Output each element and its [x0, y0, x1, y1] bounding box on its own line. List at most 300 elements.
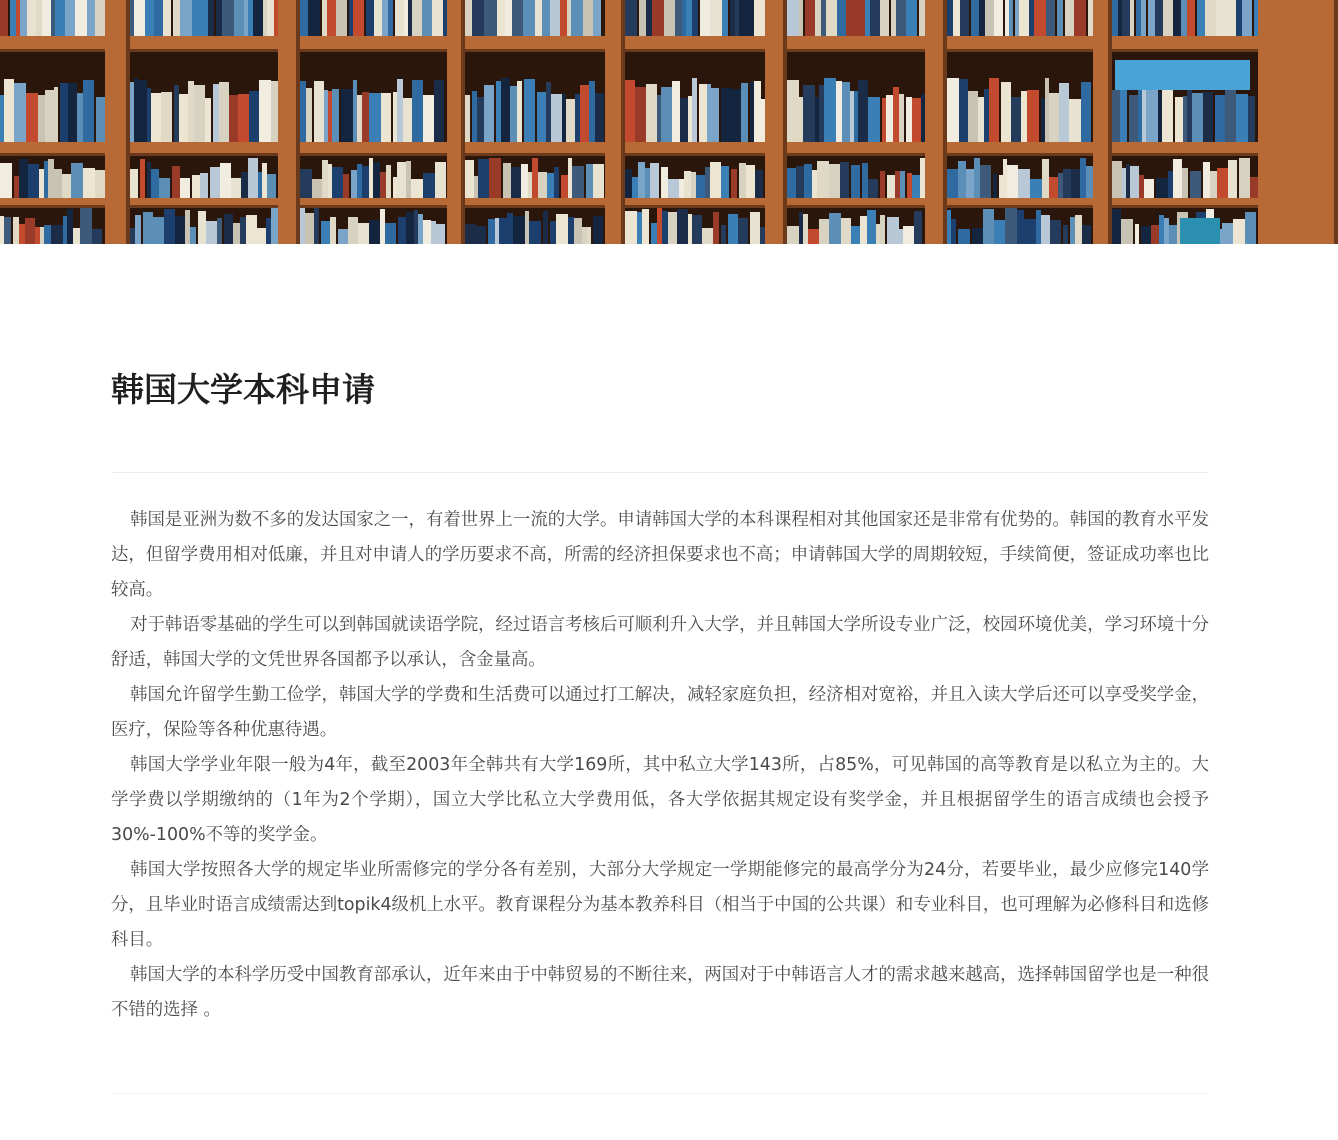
book-spine: [1222, 223, 1233, 244]
book-spine: [0, 163, 12, 198]
book-spine: [330, 217, 336, 244]
book-spine: [1011, 97, 1021, 142]
book-spine: [568, 158, 572, 198]
book-spine: [219, 82, 229, 142]
book-spine: [589, 81, 595, 142]
book-spine: [4, 79, 14, 142]
book-spine: [374, 0, 382, 36]
book-spine: [692, 78, 697, 142]
book-spine: [870, 0, 880, 36]
book-spine: [161, 92, 172, 142]
book-spine: [489, 158, 501, 198]
book-spine: [200, 0, 208, 36]
book-spine: [625, 169, 632, 198]
book-spine: [886, 95, 893, 142]
book-spine: [868, 97, 880, 142]
shelf-post-shadow: [943, 0, 947, 244]
book-spine: [96, 97, 105, 142]
book-spine: [465, 224, 476, 244]
book-spine: [971, 0, 979, 36]
book-spine: [44, 161, 48, 198]
book-spine: [322, 160, 328, 198]
book-spine: [434, 80, 444, 142]
book-spine: [880, 0, 889, 36]
book-spine: [575, 94, 580, 142]
article-body: [111, 473, 1209, 1028]
book-spine: [512, 0, 523, 36]
book-spine: [216, 0, 222, 36]
book-spine: [1216, 0, 1226, 36]
book-spine: [994, 220, 1005, 244]
book-spine: [1136, 0, 1141, 36]
book-spine: [903, 226, 914, 244]
book-spine: [1063, 225, 1068, 244]
shelf-board-edge: [0, 153, 1338, 156]
book-spine: [248, 0, 253, 36]
book-spine: [750, 82, 754, 142]
book-spine: [154, 0, 163, 36]
book-spine: [513, 216, 525, 244]
book-spine: [83, 80, 94, 142]
book-spine: [436, 224, 445, 244]
book-spine: [1036, 210, 1041, 244]
article-paragraph: 对于韩语零基础的学生可以到韩国就读语学院，经过语言考核后可顺利升入大学，并且韩国大学所设专业广泛，校园环境优美，学习环境十分舒适，韩国大学的文凭世界各国都予以承认，含金量高。: [111, 615, 1209, 670]
book-spine: [868, 179, 878, 198]
book-spine: [625, 0, 637, 36]
book-spine: [688, 96, 692, 142]
book-spine: [1187, 83, 1192, 142]
book-spine: [1141, 226, 1151, 244]
book-spine: [314, 81, 324, 142]
book-spine: [1082, 225, 1091, 244]
book-spine: [501, 78, 510, 142]
book-spine: [538, 172, 547, 198]
book-spine: [1041, 215, 1050, 244]
book-spine: [1181, 0, 1187, 36]
book-spine: [562, 94, 566, 142]
book-spine: [484, 85, 494, 142]
book-spine: [14, 83, 26, 142]
book-spine: [804, 164, 812, 198]
book-spine: [529, 221, 541, 244]
book-spine: [180, 0, 192, 36]
book-spine: [741, 83, 748, 142]
book-spine: [164, 209, 175, 244]
book-spine: [1118, 0, 1122, 36]
book-spine: [953, 0, 960, 36]
book-spine: [208, 0, 214, 36]
book-spine: [750, 212, 760, 244]
book-spine: [906, 97, 912, 142]
book-spine: [406, 212, 414, 244]
book-spine: [696, 175, 705, 198]
book-spine: [860, 216, 867, 244]
book-spine: [760, 227, 765, 244]
book-spine: [1138, 88, 1142, 142]
book-spine: [746, 165, 755, 198]
book-spine: [259, 80, 271, 142]
book-spine: [0, 0, 8, 36]
book-spine: [661, 87, 672, 142]
book-spine: [362, 92, 369, 142]
book-spine: [322, 0, 327, 36]
book-spine: [556, 214, 568, 244]
book-spine: [841, 218, 851, 244]
book-spine: [672, 81, 680, 142]
book-spine: [525, 211, 529, 244]
book-spine: [787, 168, 796, 198]
book-spine: [388, 0, 393, 36]
book-spine: [163, 0, 171, 36]
book-spine: [840, 162, 849, 198]
book-spine: [54, 169, 62, 198]
book-spine: [1024, 219, 1036, 244]
book-spine: [404, 0, 408, 36]
book-spine: [1057, 0, 1063, 36]
book-spine: [808, 229, 819, 244]
book-spine: [10, 0, 16, 36]
book-spine: [465, 0, 472, 36]
book-spine: [403, 98, 412, 142]
book-spine: [1242, 0, 1252, 36]
book-spine: [321, 221, 330, 244]
book-spine: [71, 163, 83, 198]
book-spine: [1050, 220, 1061, 244]
book-spine: [728, 214, 738, 244]
book-spine: [707, 84, 711, 142]
book-spine: [159, 178, 170, 198]
book-spine: [1156, 178, 1168, 198]
book-spine: [984, 89, 989, 142]
book-spine: [505, 0, 512, 36]
book-spine: [206, 221, 217, 244]
book-spine: [1163, 0, 1173, 36]
book-spine: [353, 0, 364, 36]
book-spine: [369, 93, 381, 142]
book-spine: [1130, 166, 1139, 198]
book-spine: [989, 78, 999, 142]
book-spine: [912, 98, 921, 142]
book-spine: [174, 85, 179, 142]
book-spine: [1175, 97, 1183, 142]
book-spine: [180, 178, 190, 198]
book-spine: [224, 214, 233, 244]
book-spine: [919, 0, 925, 36]
book-spine: [87, 0, 95, 36]
book-spine: [1126, 164, 1130, 198]
book-spine: [829, 164, 840, 198]
book-spine: [1158, 92, 1162, 142]
book-spine: [194, 85, 205, 142]
book-spine: [1042, 159, 1049, 198]
book-spine: [713, 212, 719, 244]
book-spine: [489, 0, 497, 36]
book-spine: [443, 0, 447, 36]
book-spine: [1058, 173, 1063, 198]
book-spine: [1254, 0, 1258, 36]
book-spine: [974, 158, 980, 198]
book-spine: [837, 0, 846, 36]
book-spine: [262, 163, 267, 198]
book-spine: [721, 88, 731, 142]
book-spine: [19, 224, 25, 244]
book-spine: [1009, 0, 1013, 36]
book-spine: [899, 229, 903, 244]
book-spine: [495, 218, 499, 244]
book-spine: [668, 212, 677, 244]
book-spine: [241, 172, 248, 198]
book-spine: [642, 209, 649, 244]
book-spine: [175, 216, 185, 244]
book-spine: [48, 159, 54, 198]
book-spine: [327, 0, 336, 36]
book-spine: [1080, 158, 1086, 198]
book-spine: [819, 85, 824, 142]
book-spine: [77, 93, 83, 142]
book-spine: [1122, 168, 1126, 198]
book-spine: [192, 175, 200, 198]
book-spine: [521, 164, 528, 198]
page-title: 韩国大学本科申请: [111, 370, 375, 409]
book-spine: [412, 0, 422, 36]
book-spine: [271, 208, 278, 244]
book-spine: [692, 0, 698, 36]
book-spine: [851, 226, 860, 244]
book-spine: [1245, 212, 1256, 244]
book-spine: [134, 78, 138, 142]
book-spine: [362, 166, 369, 198]
book-spine: [497, 0, 505, 36]
book-spine: [1018, 169, 1030, 198]
book-spine: [42, 0, 51, 36]
book-spine: [80, 208, 92, 244]
book-spine: [580, 85, 589, 142]
book-spine: [44, 225, 51, 244]
book-spine: [343, 174, 349, 198]
book-spine: [947, 78, 959, 142]
book-spine: [14, 176, 19, 198]
book-spine: [1168, 171, 1173, 198]
book-spine: [574, 218, 582, 244]
book-spine: [1187, 0, 1195, 36]
article-paragraph: 韩国大学按照各大学的规定毕业所需修完的学分各有差别，大部分大学规定一学期能修完的最高学分为24分，若要毕业，最少应修完140学分，且毕业时语言成绩需达到topik4级机上水平。教育课程分为基本教养科目（相当于中国的公共课）和专业科目，也可理解为必修科目和选修科目。: [111, 860, 1209, 950]
book-spine: [1075, 215, 1082, 244]
book-spine: [222, 0, 234, 36]
book-spine: [824, 78, 836, 142]
book-spine: [754, 81, 761, 142]
book-spine: [332, 89, 339, 142]
book-spine: [382, 0, 388, 36]
book-spine: [73, 228, 80, 244]
book-spine: [836, 81, 842, 142]
book-spine: [999, 175, 1003, 198]
book-spine: [1059, 83, 1069, 142]
book-spine: [1129, 95, 1138, 142]
book-spine: [812, 170, 817, 198]
book-spine: [688, 214, 692, 244]
book-spine: [25, 218, 35, 244]
book-spine: [253, 0, 263, 36]
book-spine: [246, 215, 257, 244]
book-spine: [217, 218, 222, 244]
book-spine: [657, 208, 662, 244]
shelf-board-edge: [0, 205, 1338, 208]
book-spine: [188, 81, 194, 142]
shelf-post-shadow: [1334, 0, 1338, 244]
book-spine: [1005, 0, 1009, 36]
book-spine: [381, 93, 391, 142]
book-spine: [587, 227, 591, 244]
book-spine: [75, 0, 87, 36]
book-spine: [357, 95, 362, 142]
book-spine: [1203, 162, 1210, 198]
book-spine: [646, 0, 652, 36]
book-spine: [566, 99, 575, 142]
book-spine: [1173, 159, 1182, 198]
book-spine: [1112, 209, 1121, 244]
book-spine: [200, 173, 208, 198]
book-spine: [1162, 90, 1173, 142]
book-spine: [880, 171, 885, 198]
article-container: [111, 244, 1209, 1028]
book-spine: [978, 97, 984, 142]
book-spine: [787, 226, 799, 244]
book-spine: [151, 169, 159, 198]
book-spine: [258, 172, 262, 198]
book-spine: [1210, 171, 1217, 198]
book-spine: [1029, 0, 1034, 36]
book-spine: [799, 0, 803, 36]
book-spine: [547, 173, 554, 198]
book-spine: [755, 170, 763, 198]
book-spine: [423, 95, 434, 142]
book-spine: [912, 175, 920, 198]
book-spine: [35, 227, 40, 244]
book-spine: [198, 211, 206, 244]
book-spine: [691, 172, 696, 198]
book-spine: [1192, 93, 1203, 142]
book-spine: [993, 174, 997, 198]
book-spine: [40, 227, 44, 244]
book-spine: [16, 0, 20, 36]
book-spine: [1121, 219, 1133, 244]
book-spine: [1225, 83, 1236, 142]
shelf-post-shadow: [783, 0, 787, 244]
book-spine: [887, 175, 895, 198]
book-spine: [412, 80, 423, 142]
book-spine: [1019, 0, 1029, 36]
book-spine: [393, 92, 397, 142]
book-spine: [731, 169, 737, 198]
book-spine: [542, 0, 550, 36]
book-spine: [484, 0, 489, 36]
book-spine: [799, 212, 803, 244]
book-spine: [966, 169, 974, 198]
bookshelf-banner-image: [0, 0, 1338, 244]
book-spine: [257, 228, 266, 244]
book-spine: [815, 0, 821, 36]
book-spine: [1065, 0, 1074, 36]
book-spine: [682, 0, 686, 36]
book-spine: [1215, 95, 1225, 142]
book-spine: [328, 164, 332, 198]
book-spine: [192, 0, 200, 36]
book-spine: [635, 87, 646, 142]
book-spine: [639, 0, 646, 36]
book-spine: [13, 217, 19, 244]
book-spine: [130, 82, 134, 142]
book-spine: [858, 80, 868, 142]
book-spine: [51, 225, 63, 244]
book-spine: [220, 163, 231, 198]
book-spine: [0, 216, 4, 244]
book-spine: [1088, 0, 1093, 36]
shelf-post-shadow: [461, 0, 465, 244]
book-spine: [535, 0, 542, 36]
book-spine: [145, 0, 154, 36]
book-spine: [710, 0, 722, 36]
book-spine: [312, 179, 322, 198]
book-spine: [1122, 0, 1130, 36]
book-spine: [711, 88, 719, 142]
book-spine: [465, 95, 470, 142]
book-spine: [571, 0, 583, 36]
book-spine: [705, 167, 710, 198]
book-spine: [398, 217, 406, 244]
book-spine: [63, 216, 67, 244]
book-spine: [1236, 94, 1248, 142]
book-spine: [135, 215, 141, 244]
book-spine: [172, 166, 180, 198]
book-spine: [907, 173, 912, 198]
book-spine: [651, 223, 657, 244]
book-spine: [248, 158, 258, 198]
book-spine: [496, 81, 501, 142]
book-spine: [1074, 0, 1086, 36]
book-spine: [646, 84, 657, 142]
book-spine: [567, 0, 571, 36]
book-spine: [4, 217, 11, 244]
book-spine: [300, 208, 305, 244]
book-spine: [185, 210, 190, 244]
book-spine: [805, 0, 815, 36]
book-spine: [650, 163, 659, 198]
book-spine: [1063, 169, 1071, 198]
book-spine: [395, 0, 404, 36]
book-spine: [692, 215, 702, 244]
book-spine: [959, 79, 968, 142]
book-spine: [511, 167, 521, 198]
book-spine: [138, 80, 147, 142]
book-spine: [173, 0, 180, 36]
book-spine: [958, 161, 966, 198]
book-spine: [351, 170, 357, 198]
book-spine: [854, 91, 858, 142]
book-spine: [914, 211, 922, 244]
book-spine: [229, 95, 238, 142]
book-spine: [735, 0, 739, 36]
book-spine: [414, 210, 418, 244]
book-spine: [532, 158, 538, 198]
book-spine: [210, 167, 220, 198]
book-spine: [583, 0, 593, 36]
book-spine: [826, 0, 837, 36]
book-spine: [83, 168, 95, 198]
book-spine: [799, 97, 803, 142]
book-spine: [213, 84, 219, 142]
book-spine: [524, 79, 535, 142]
book-spine: [661, 167, 668, 198]
